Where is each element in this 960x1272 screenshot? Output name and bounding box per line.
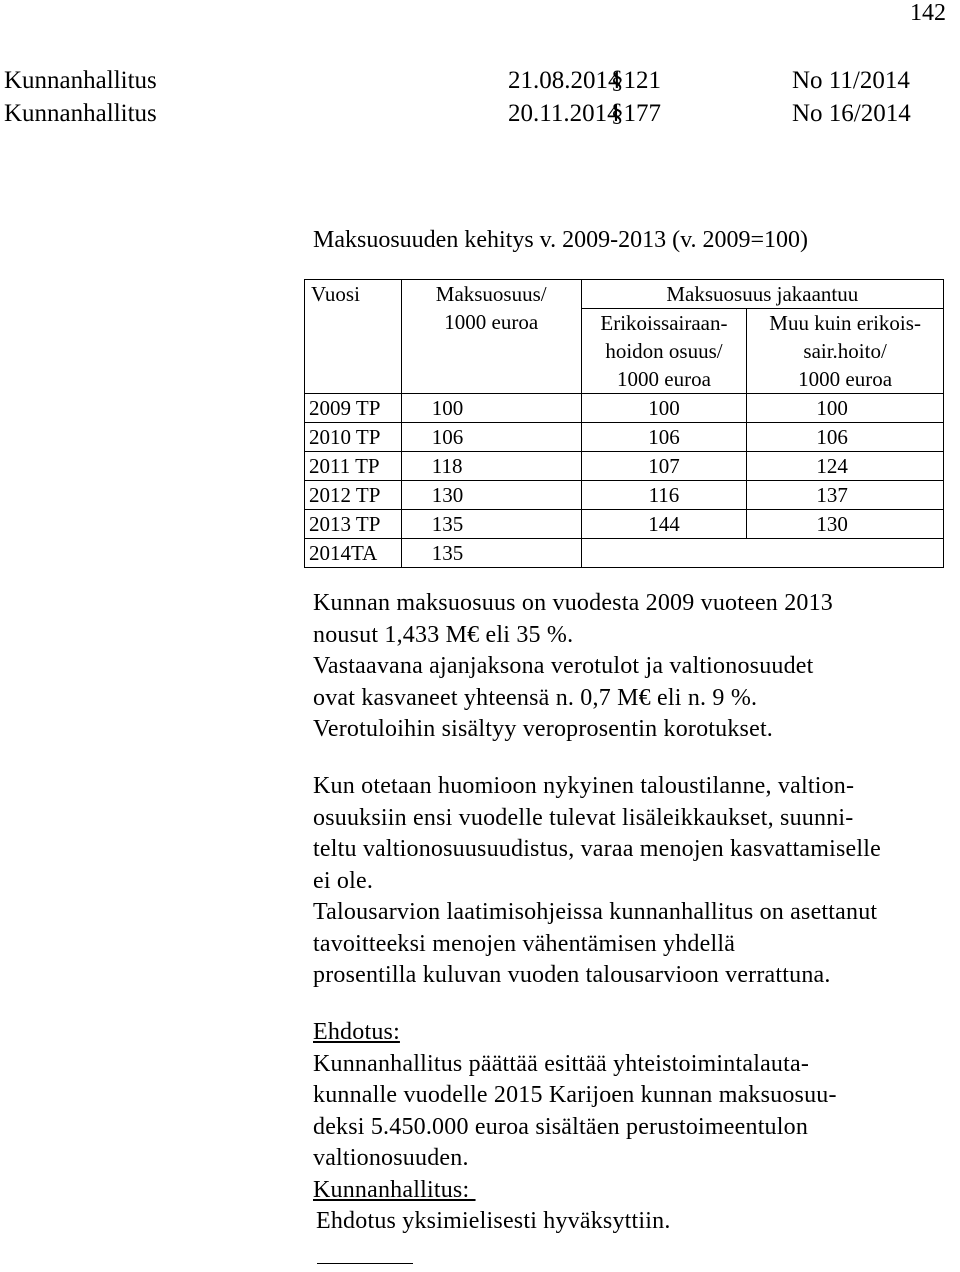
cell-total: 135 — [401, 510, 581, 539]
cell-specialized: 107 — [581, 452, 747, 481]
text-line: teltu valtionosuusuudistus, varaa menojen kasvattamiselle — [313, 836, 881, 862]
cell-other: 100 — [747, 394, 944, 423]
meeting-references — [4, 64, 944, 130]
table-row — [305, 452, 944, 481]
meeting-date: 20.11.2014 — [508, 100, 620, 127]
text-line: tavoitteeksi menojen vähentämisen yhdellä — [313, 930, 736, 957]
text-line: nousut 1,433 M€ eli 35 %. — [313, 621, 574, 648]
table-header-row — [305, 280, 944, 309]
text-line: Verotuloihin sisältyy veroprosentin korotukset. — [313, 716, 774, 742]
cell-specialized: 144 — [581, 510, 747, 539]
proposal-heading: Ehdotus: — [313, 1019, 400, 1045]
text-line: prosentilla kuluvan vuoden talousarvioon verrattuna. — [313, 962, 831, 988]
cell-total: 130 — [401, 481, 581, 510]
decision-text: Ehdotus yksimielisesti hyväksyttiin. — [316, 1208, 671, 1234]
table-row — [305, 481, 944, 510]
cell-total: 106 — [401, 423, 581, 452]
cell-other: 130 — [747, 510, 944, 539]
table-row — [305, 510, 944, 539]
meeting-reference-row — [4, 64, 944, 97]
text-line: valtionosuuden. — [313, 1145, 469, 1171]
cell-year: 2014TA — [305, 539, 402, 568]
page-number: 142 — [910, 0, 946, 26]
cell-year: 2012 TP — [305, 481, 402, 510]
text-line: ei ole. — [313, 867, 374, 894]
text-line: osuuksiin ensi vuodelle tulevat lisäleikkaukset, suunni- — [313, 804, 854, 831]
cell-total: 135 — [401, 539, 581, 568]
text-line: deksi 5.450.000 euroa sisältäen perustoimeentulon — [313, 1113, 809, 1140]
text-line: Kunnanhallitus päättää esittää yhteistoimintalauta- — [313, 1050, 810, 1077]
cell-specialized: 106 — [581, 423, 747, 452]
cell-specialized: 100 — [581, 394, 747, 423]
table-row — [305, 423, 944, 452]
financial-situation-paragraph — [313, 771, 958, 992]
table-row — [305, 539, 944, 568]
cell-total: 118 — [401, 452, 581, 481]
meeting-section: §177 — [611, 100, 661, 127]
cell-other: 124 — [747, 452, 944, 481]
table-row — [305, 394, 944, 423]
cell-year: 2009 TP — [305, 394, 402, 423]
meeting-body: Kunnanhallitus — [4, 100, 157, 127]
meeting-reference-row — [4, 97, 944, 130]
header-other-care: Muu kuin erikois- sair.hoito/ 1000 euroa — [747, 309, 944, 394]
cell-specialized: 116 — [581, 481, 747, 510]
text-line: Kun otetaan huomioon nykyinen taloustilanne, valtion- — [313, 773, 855, 799]
text-line: kunnalle vuodelle 2015 Karijoen kunnan maksuosuu- — [313, 1082, 837, 1108]
text-line: ovat kasvaneet yhteensä n. 0,7 M€ eli n. 9 %. — [313, 684, 758, 711]
cell-total: 100 — [401, 394, 581, 423]
header-split: Maksuosuus jakaantuu — [581, 280, 943, 309]
closing-rule — [317, 1263, 413, 1264]
meeting-date: 21.08.2014 — [508, 67, 621, 94]
meeting-number: No 16/2014 — [792, 100, 911, 127]
cell-year: 2013 TP — [305, 510, 402, 539]
meeting-body: Kunnanhallitus — [4, 67, 157, 94]
cell-empty — [581, 539, 943, 568]
header-year: Vuosi — [305, 280, 402, 394]
cell-other: 106 — [747, 423, 944, 452]
cost-development-paragraph — [313, 588, 958, 746]
text-line: Kunnan maksuosuus on vuodesta 2009 vuoteen 2013 — [313, 590, 834, 616]
proposal-section — [313, 1017, 958, 1238]
cell-other: 137 — [747, 481, 944, 510]
text-line: Talousarvion laatimisohjeissa kunnanhallitus on asettanut — [313, 899, 878, 925]
header-specialized-care: Erikoissairaan- hoidon osuus/ 1000 euroa — [581, 309, 747, 394]
meeting-number: No 11/2014 — [792, 67, 910, 94]
cell-year: 2011 TP — [305, 452, 402, 481]
header-total: Maksuosuus/ 1000 euroa — [401, 280, 581, 394]
meeting-section: §121 — [611, 67, 661, 94]
decision-heading: Kunnanhallitus: — [313, 1176, 476, 1203]
text-line: Vastaavana ajanjaksona verotulot ja valtionosuudet — [313, 653, 814, 679]
table-title: Maksuosuuden kehitys v. 2009-2013 (v. 2009=100) — [313, 227, 809, 253]
payment-share-table — [304, 279, 944, 568]
cell-year: 2010 TP — [305, 423, 402, 452]
